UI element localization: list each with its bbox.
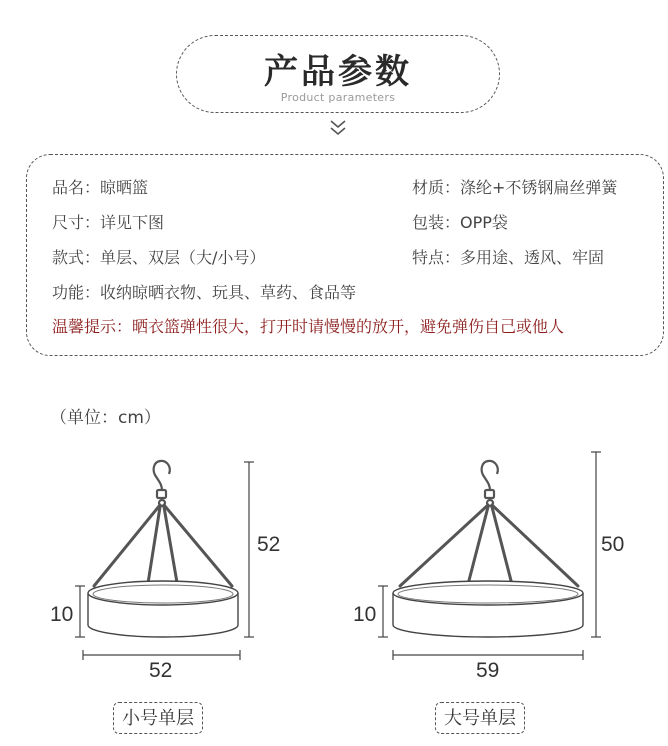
hook-icon [154,461,170,506]
param-size: 尺寸：详见下图 [52,213,165,232]
small-height-label: 52 [257,533,281,556]
large-basket-height-label: 10 [353,603,377,626]
small-basket-height-label: 10 [50,603,74,626]
param-style: 款式：单层、双层（大/小号） [52,248,266,267]
large-model-label: 大号单层 [435,702,525,734]
param-warning: 温馨提示：晒衣篮弹性很大，打开时请慢慢的放开，避免弹伤自己或他人 [52,317,565,336]
small-basket-illustration [88,461,238,637]
small-model-label: 小号单层 [113,702,203,734]
small-diameter-label: 52 [149,659,173,682]
large-height-label: 50 [601,533,625,556]
param-material: 材质：涤纶+不锈钢扁丝弹簧 [412,178,618,197]
param-function: 功能：收纳晾晒衣物、玩具、草药、食品等 [52,283,357,302]
hook-icon [482,461,498,506]
unit-note: （单位：cm） [50,408,161,428]
page-title: 产品参数 [264,52,412,92]
param-package: 包装：OPP袋 [412,213,508,232]
param-name: 品名：晾晒篮 [52,178,149,197]
large-basket-illustration [393,461,583,637]
page-subtitle: Product parameters [280,91,396,104]
large-diameter-label: 59 [476,659,500,682]
param-feature: 特点：多用途、透风、牢固 [412,248,605,267]
